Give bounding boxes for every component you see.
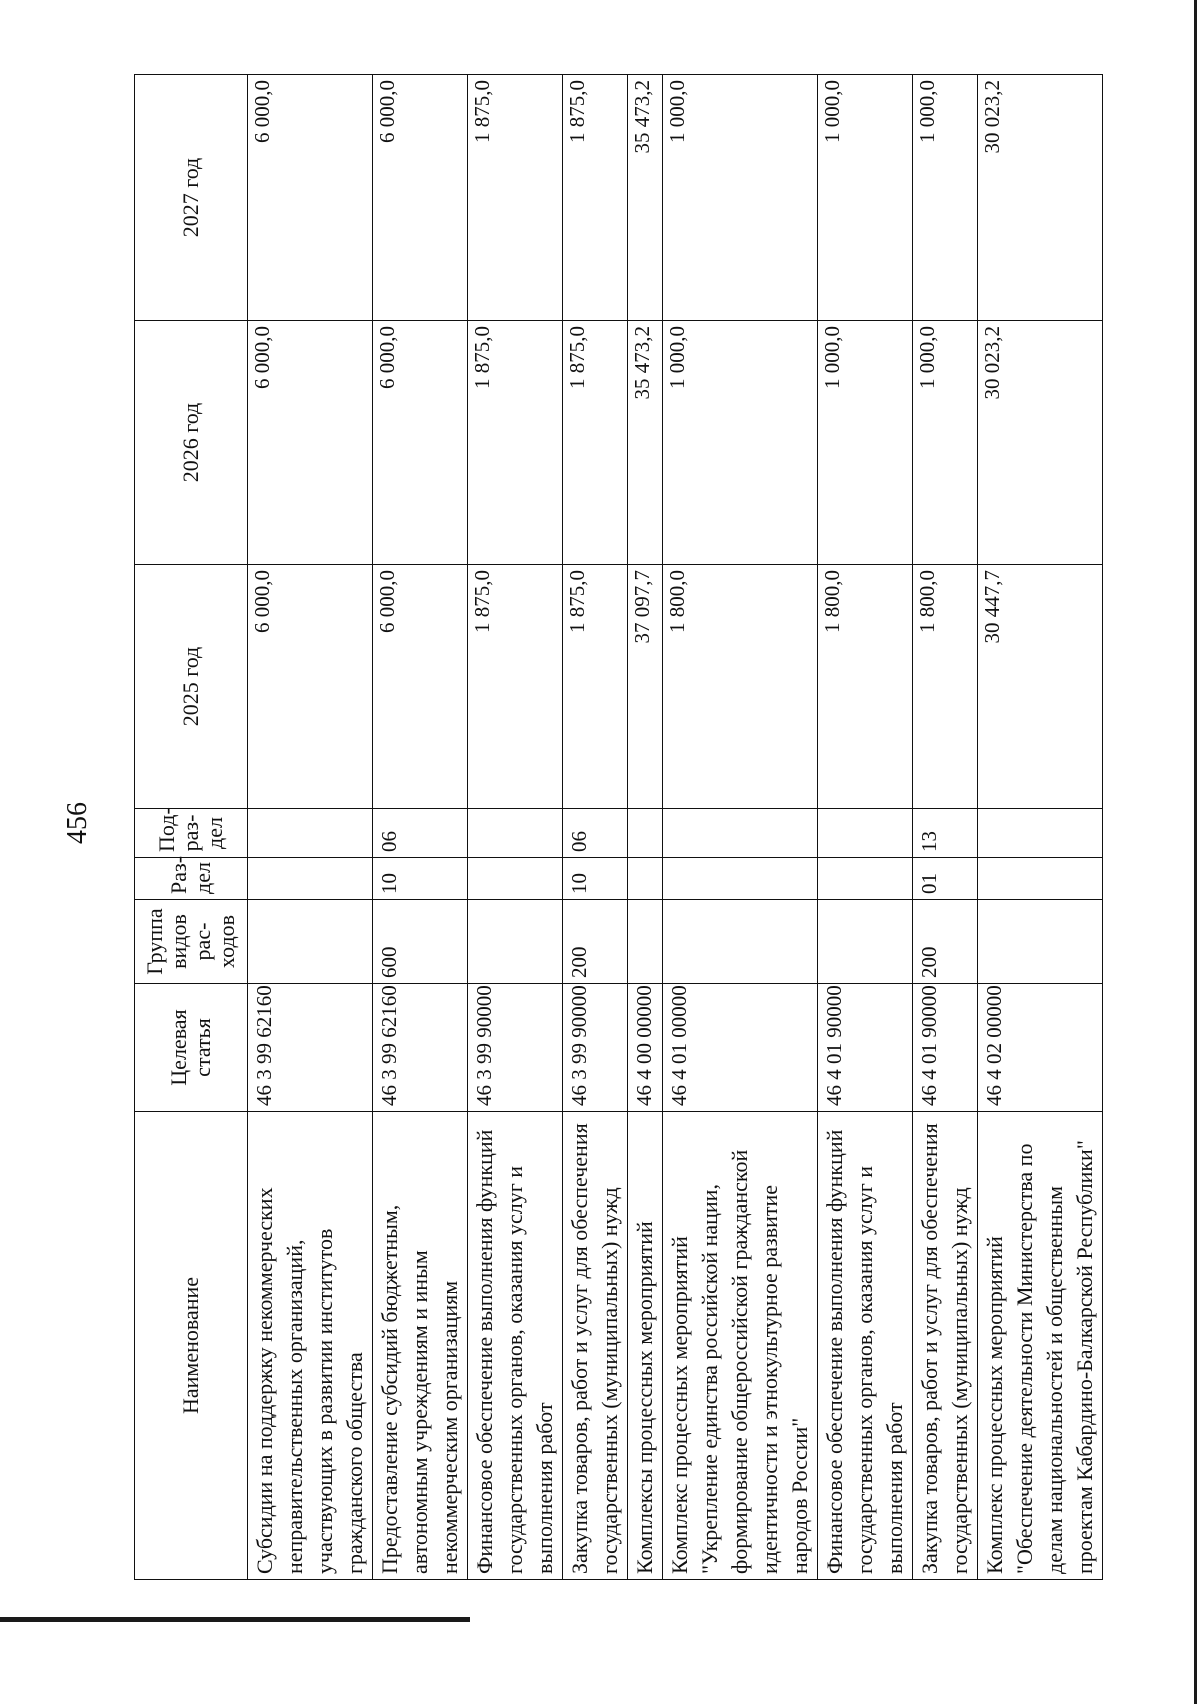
row-2027: 6 000,0 [373,75,468,321]
row-name: Предоставление субсидий бюджетным, автономным учреждениям и иным некоммерческим организациям [373,1112,468,1580]
row-2026: 6 000,0 [248,321,373,565]
table-row [468,75,563,1580]
row-2027: 1 875,0 [468,75,563,321]
row-section: 10 [373,858,468,900]
row-subsection: 06 [373,809,468,858]
row-2026: 1 000,0 [818,321,913,565]
row-section [818,858,913,900]
table-row [373,75,468,1580]
row-2025: 1 875,0 [468,565,563,809]
row-2025: 1 800,0 [818,565,913,809]
row-section [248,858,373,900]
col-2027-header: 2027 год [135,75,248,321]
row-name: Финансовое обеспечение выполнения функций государственных органов, оказания услуг и выполнения работ [468,1112,563,1580]
row-target: 46 4 02 00000 [978,984,1103,1112]
row-subsection: 06 [563,809,628,858]
row-2027: 1 000,0 [663,75,818,321]
row-subsection: 13 [913,809,978,858]
row-section: 01 [913,858,978,900]
table-row [563,75,628,1580]
row-2025: 1 800,0 [913,565,978,809]
row-2026: 6 000,0 [373,321,468,565]
row-2026: 30 023,2 [978,321,1103,565]
row-2025: 1 800,0 [663,565,818,809]
row-target: 46 3 99 62160 [248,984,373,1112]
row-2025: 6 000,0 [248,565,373,809]
row-name: Закупка товаров, работ и услуг для обеспечения государственных (муниципальных) нужд [563,1112,628,1580]
col-group-header: Группа видов рас- ходов [135,900,248,984]
header-row [135,75,248,1580]
row-2026: 1 875,0 [468,321,563,565]
row-subsection [978,809,1103,858]
row-group [663,900,818,984]
row-target: 46 4 01 90000 [913,984,978,1112]
budget-table [134,74,1103,1580]
row-name: Комплекс процессных мероприятий "Обеспечение деятельности Министерства по делам национальностей и общественным проектам Кабардино-Балкарской Республики" [978,1112,1103,1580]
row-target: 46 4 01 00000 [663,984,818,1112]
row-group: 600 [373,900,468,984]
row-2025: 1 875,0 [563,565,628,809]
row-2026: 35 473,2 [628,321,663,565]
table-row [663,75,818,1580]
row-2027: 1 875,0 [563,75,628,321]
row-2026: 1 000,0 [663,321,818,565]
row-name: Комплексы процессных мероприятий [628,1112,663,1580]
row-2027: 30 023,2 [978,75,1103,321]
col-section-header: Раз- дел [135,858,248,900]
table-row [248,75,373,1580]
row-2027: 6 000,0 [248,75,373,321]
row-section [468,858,563,900]
table-row [628,75,663,1580]
row-2025: 6 000,0 [373,565,468,809]
row-target: 46 3 99 90000 [468,984,563,1112]
row-target: 46 4 01 90000 [818,984,913,1112]
row-name: Закупка товаров, работ и услуг для обеспечения государственных (муниципальных) нужд [913,1112,978,1580]
row-subsection [248,809,373,858]
row-subsection [628,809,663,858]
row-2025: 30 447,7 [978,565,1103,809]
row-2027: 1 000,0 [913,75,978,321]
row-group [468,900,563,984]
row-2026: 1 000,0 [913,321,978,565]
row-group [818,900,913,984]
row-subsection [468,809,563,858]
row-name: Финансовое обеспечение выполнения функций государственных органов, оказания услуг и выполнения работ [818,1112,913,1580]
row-section [663,858,818,900]
row-section: 10 [563,858,628,900]
row-2027: 35 473,2 [628,75,663,321]
row-group [628,900,663,984]
table-row [913,75,978,1580]
row-target: 46 3 99 62160 [373,984,468,1112]
row-target: 46 4 00 00000 [628,984,663,1112]
row-2027: 1 000,0 [818,75,913,321]
row-name: Субсидии на поддержку некоммерческих неправительственных организаций, участвующих в развитии институтов гражданского общества [248,1112,373,1580]
row-group: 200 [563,900,628,984]
row-2025: 37 097,7 [628,565,663,809]
col-name-header: Наименование [135,1112,248,1580]
row-subsection [818,809,913,858]
col-2025-header: 2025 год [135,565,248,809]
row-name: Комплекс процессных мероприятий "Укрепление единства российской нации, формирование общероссийской гражданской идентичности и этнокультурное развитие народов России" [663,1112,818,1580]
row-section [978,858,1103,900]
row-target: 46 3 99 90000 [563,984,628,1112]
col-2026-header: 2026 год [135,321,248,565]
table-row [978,75,1103,1580]
page-number: 456 [62,802,93,844]
table-row [818,75,913,1580]
row-group [248,900,373,984]
row-2026: 1 875,0 [563,321,628,565]
col-target-header: Целевая статья [135,984,248,1112]
row-section [628,858,663,900]
col-subsection-header: Под- раз- дел [135,809,248,858]
row-group [978,900,1103,984]
row-group: 200 [913,900,978,984]
row-subsection [663,809,818,858]
